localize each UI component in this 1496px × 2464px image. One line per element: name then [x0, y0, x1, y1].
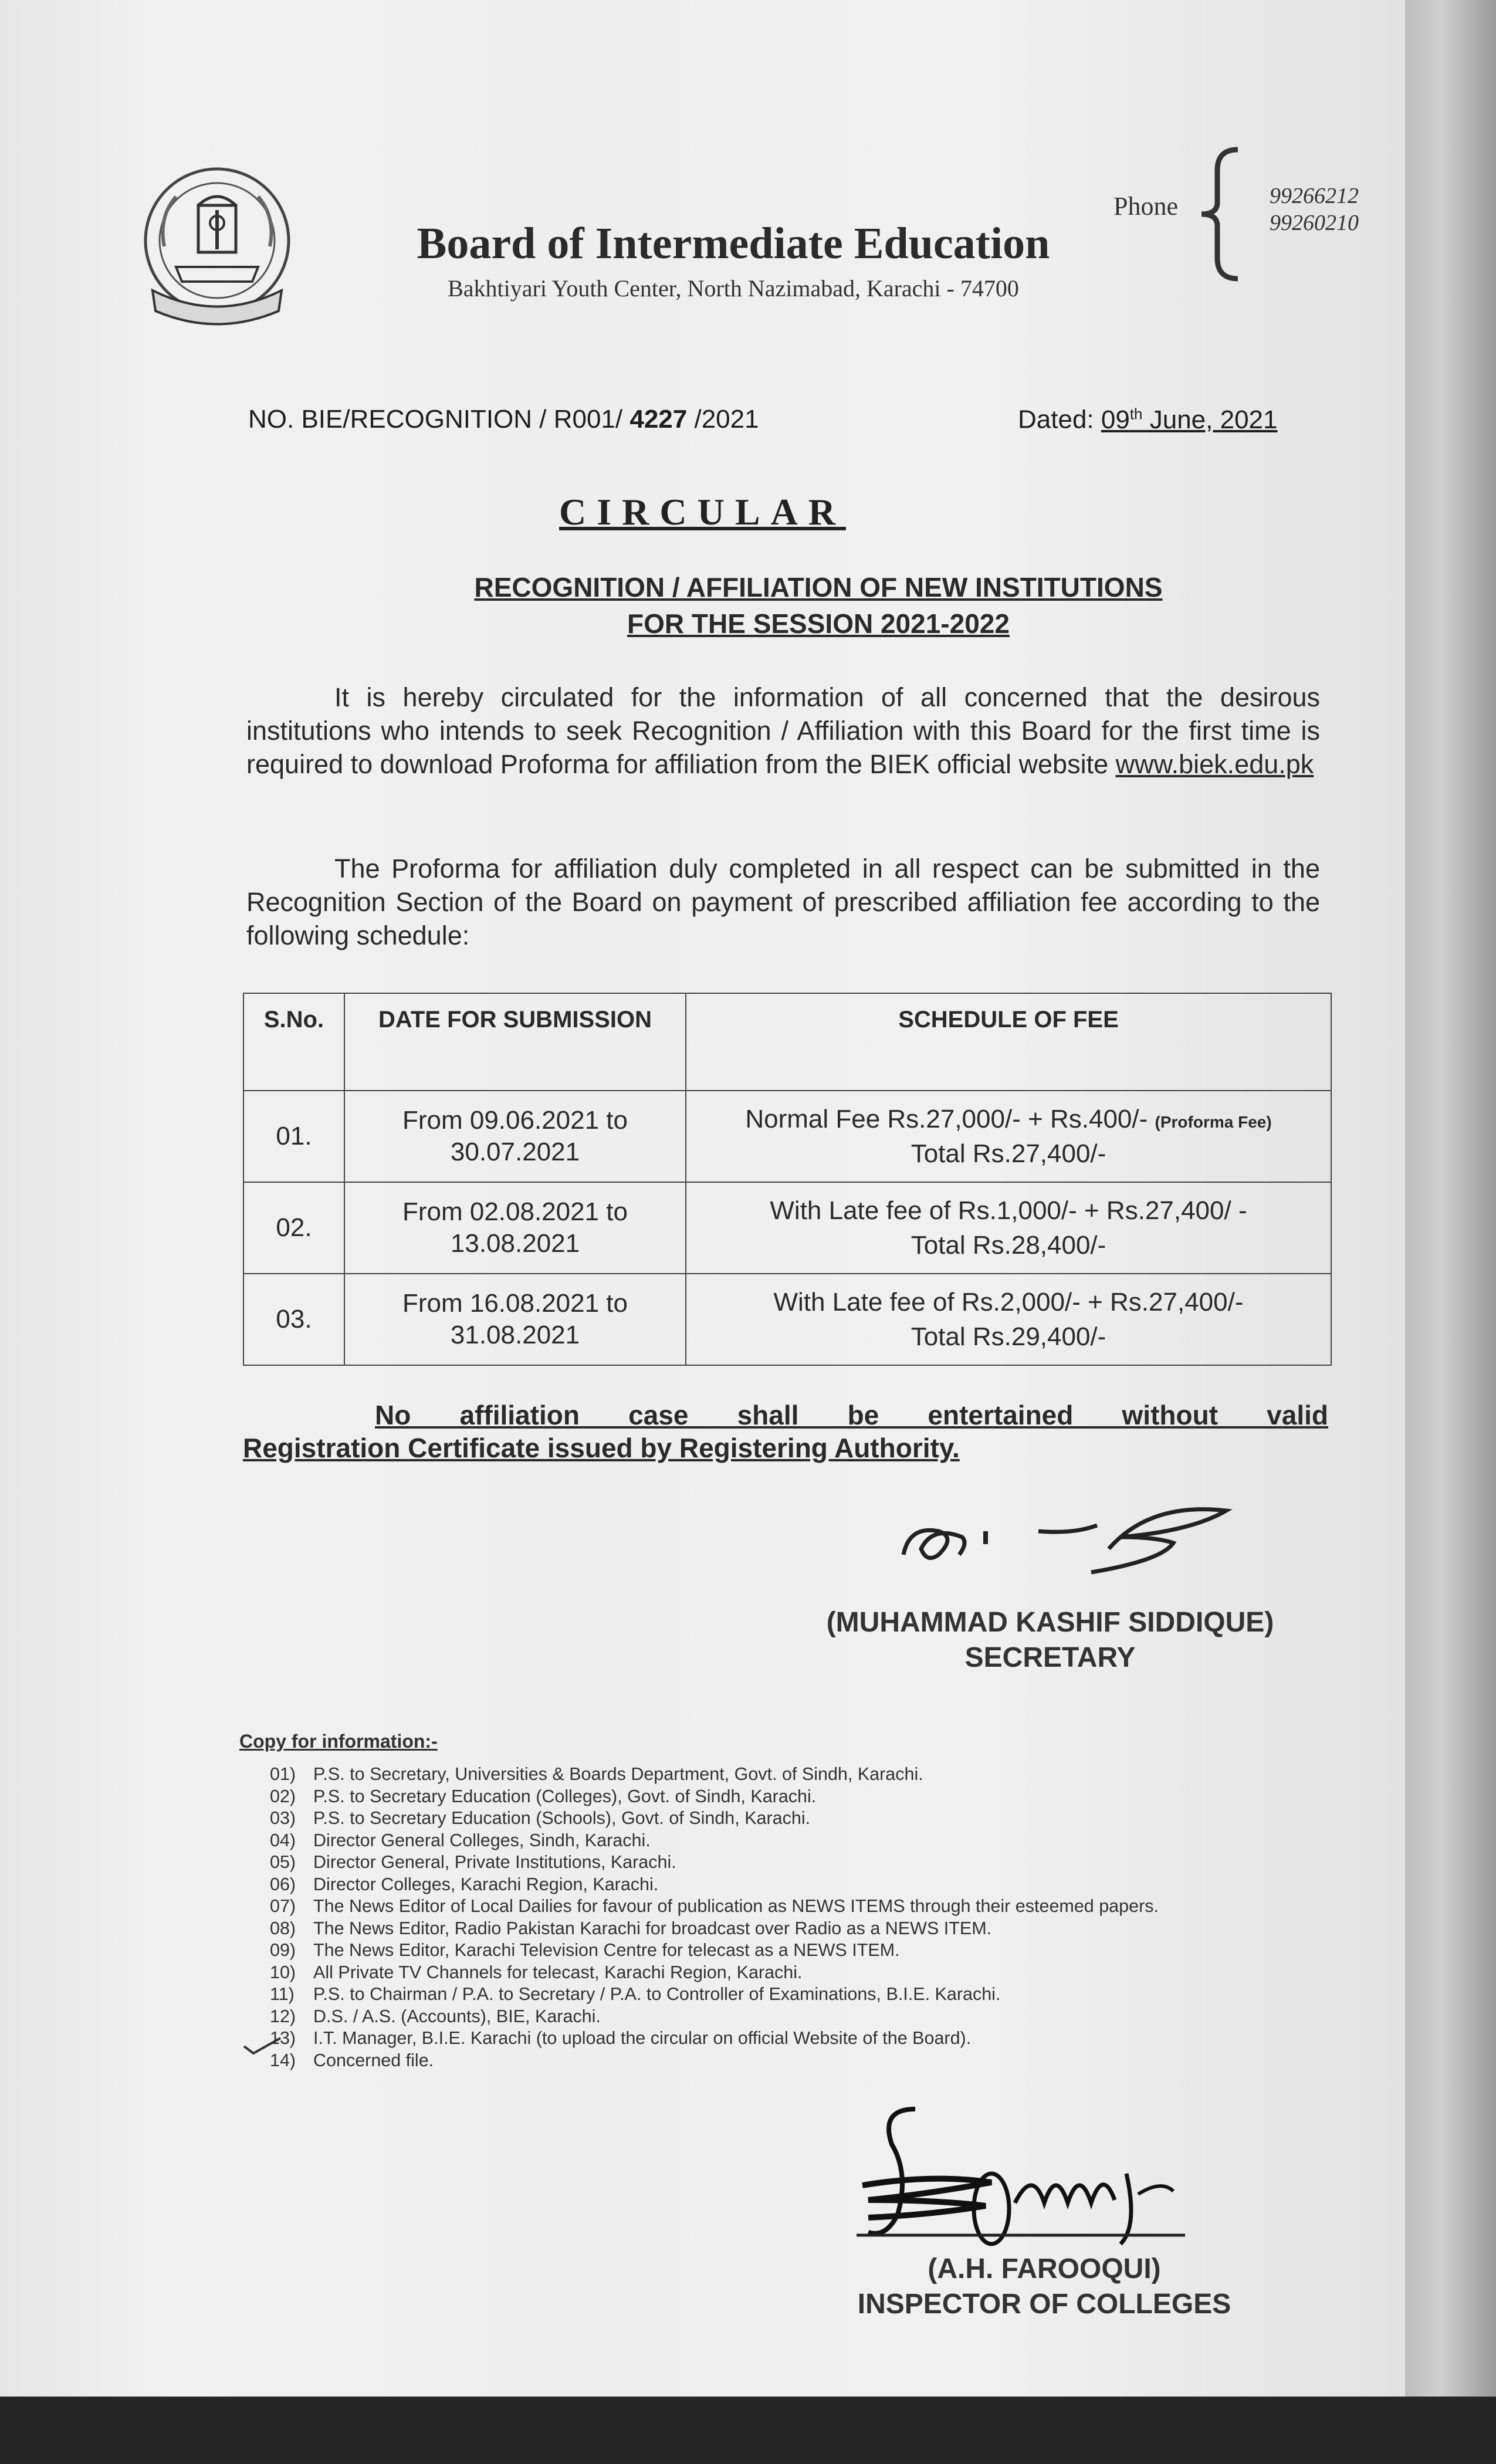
- list-item: 01) P.S. to Secretary, Universities & Boards Department, Govt. of Sindh, Karachi.: [270, 1764, 923, 1784]
- cell-fee: With Late fee of Rs.1,000/- + Rs.27,400/ - Total Rs.28,400/-: [686, 1182, 1331, 1274]
- list-item: 08) The News Editor, Radio Pakistan Karachi for broadcast over Radio as a NEWS ITEM.: [270, 1918, 992, 1938]
- list-item: 07) The News Editor of Local Dailies for favour of publication as NEWS ITEMS through their esteemed papers.: [270, 1896, 1159, 1916]
- cell-fee: With Late fee of Rs.2,000/- + Rs.27,400/- Total Rs.29,400/-: [686, 1274, 1331, 1365]
- paragraph-1: It is hereby circulated for the information of all concerned that the desirous institutions who intends to seek Recognition / Affiliation with this Board for the first time is required to download Proforma for affiliation from the BIEK official website www.biek.edu.pk: [246, 682, 1320, 779]
- board-emblem-logo: [141, 164, 293, 334]
- scan-edge: [1405, 0, 1496, 2397]
- circular-title: CIRCULAR: [559, 491, 846, 533]
- secretary-signature: [898, 1490, 1238, 1578]
- cell-date: From 16.08.2021 to 31.08.2021: [344, 1274, 686, 1365]
- board-name: Board of Intermediate Education: [417, 219, 1050, 268]
- list-item: 09) The News Editor, Karachi Television Centre for telecast as a NEWS ITEM.: [270, 1940, 900, 1960]
- list-item: 10) All Private TV Channels for telecast, Karachi Region, Karachi.: [270, 1962, 803, 1982]
- list-item: 06) Director Colleges, Karachi Region, Karachi.: [270, 1874, 659, 1894]
- cell-date: From 02.08.2021 to 13.08.2021: [344, 1182, 686, 1274]
- table-row: [243, 1274, 1331, 1365]
- cell-sno: 01.: [243, 1091, 344, 1182]
- scan-bottom-edge: [0, 2397, 1496, 2464]
- phone-label: Phone: [1113, 192, 1178, 221]
- inspector-signature: [845, 2097, 1220, 2267]
- document-date: Dated: 09th June, 2021: [1018, 405, 1278, 434]
- list-item: 11) P.S. to Chairman / P.A. to Secretary / P.A. to Controller of Examinations, B.I.E. Karachi.: [270, 1984, 1001, 2004]
- handwritten-tick-mark: [242, 2036, 283, 2056]
- subject-line-1: RECOGNITION / AFFILIATION OF NEW INSTITUTIONS: [474, 572, 1163, 603]
- list-item: 04) Director General Colleges, Sindh, Karachi.: [270, 1830, 651, 1850]
- inspector-block: [786, 2252, 1302, 2322]
- phone-number-1: 99266212: [1270, 184, 1359, 208]
- curly-brace-icon: [1197, 147, 1244, 282]
- list-item: 12) D.S. / A.S. (Accounts), BIE, Karachi.: [270, 2006, 601, 2026]
- secretary-title: SECRETARY: [964, 1642, 1136, 1673]
- table-row: [243, 1182, 1331, 1274]
- cell-sno: 02.: [243, 1182, 344, 1274]
- fee-schedule-table: [243, 993, 1332, 1366]
- list-item: 02) P.S. to Secretary Education (Colleges), Govt. of Sindh, Karachi.: [270, 1786, 817, 1806]
- board-address: Bakhtiyari Youth Center, North Nazimabad, Karachi - 74700: [448, 275, 1019, 302]
- website-link[interactable]: www.biek.edu.pk: [1115, 749, 1314, 779]
- reference-number: NO. BIE/RECOGNITION / R001/ 4227 /2021: [248, 405, 759, 434]
- cell-sno: 03.: [243, 1274, 344, 1365]
- inspector-name: (A.H. FAROOQUI): [928, 2253, 1161, 2284]
- list-item: 14) Concerned file.: [270, 2050, 434, 2070]
- affiliation-notice: No affiliation case shall be entertained without valid Registration Certificate issued by Registering Authority.: [243, 1400, 1328, 1463]
- list-item: 03) P.S. to Secretary Education (Schools), Govt. of Sindh, Karachi.: [270, 1808, 811, 1828]
- table-header-row: [243, 993, 1331, 1091]
- list-item: 05) Director General, Private Institutions, Karachi.: [270, 1852, 676, 1872]
- table-row: [243, 1091, 1331, 1182]
- header-sno: S.No.: [243, 993, 344, 1091]
- secretary-name: (MUHAMMAD KASHIF SIDDIQUE): [826, 1607, 1274, 1638]
- header-fee: SCHEDULE OF FEE: [686, 993, 1331, 1091]
- cell-date: From 09.06.2021 to 30.07.2021: [344, 1091, 686, 1182]
- header-date: DATE FOR SUBMISSION: [344, 993, 686, 1091]
- secretary-block: [792, 1605, 1308, 1676]
- phone-number-2: 99260210: [1270, 211, 1359, 235]
- copy-list: [270, 1764, 1159, 2072]
- paragraph-2: The Proforma for affiliation duly completed in all respect can be submitted in the Recognition Section of the Board on payment of prescribed affiliation fee according to the following schedule:: [246, 854, 1320, 950]
- copy-heading: Copy for information:-: [239, 1731, 438, 1752]
- cell-fee: Normal Fee Rs.27,000/- + Rs.400/- (Proforma Fee) Total Rs.27,400/-: [686, 1091, 1331, 1182]
- list-item: 13) I.T. Manager, B.I.E. Karachi (to upload the circular on official Website of the Board).: [270, 2028, 972, 2048]
- inspector-title: INSPECTOR OF COLLEGES: [857, 2289, 1231, 2320]
- subject-line-2: FOR THE SESSION 2021-2022: [627, 608, 1010, 639]
